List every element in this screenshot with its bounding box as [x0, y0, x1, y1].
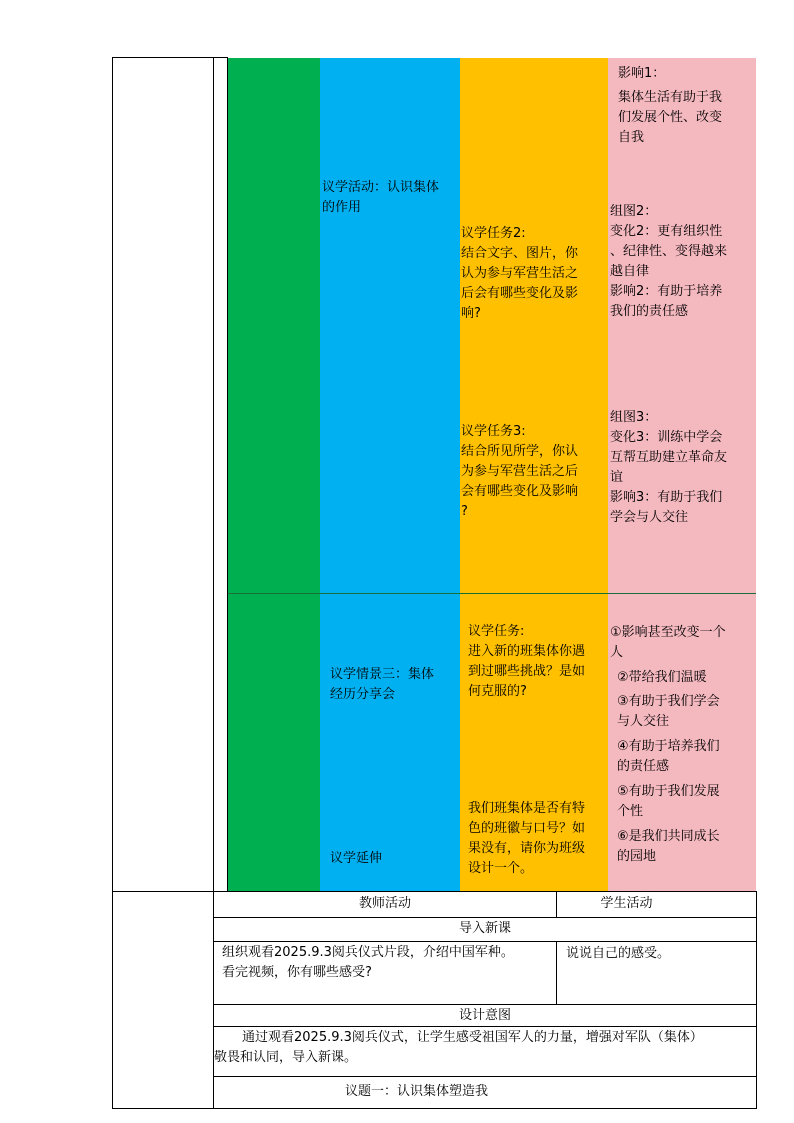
teacher-activity-header: 教师活动 — [358, 896, 411, 911]
section-divider — [228, 593, 756, 594]
green-block-lower — [228, 593, 320, 891]
pink-impact1-title: 影响1： — [618, 66, 666, 81]
design-intent-text: 通过观看2025.9.3阅兵仪式，让学生感受祖国军人的力量，增强对军队（集体） 敬畏和认同，导入新课。 — [214, 1030, 703, 1065]
design-intent-title: 设计意图 — [458, 1008, 511, 1023]
topic-one-title: 议题一：认识集体塑造我 — [345, 1084, 489, 1099]
pink-item-3: ③有助于我们学会 与人交往 — [617, 694, 720, 729]
table-topic-line — [213, 1076, 757, 1077]
intro-title: 导入新课 — [458, 921, 511, 936]
pink-item-1: ①影响甚至改变一个 人 — [610, 625, 726, 660]
table-col-divider-activity — [556, 941, 557, 1004]
frame-bottom — [112, 1108, 757, 1109]
pink-item-4: ④有助于培养我们 的责任感 — [617, 739, 720, 774]
orange-task3-text: 议学任务3: 结合所见所学，你认 为参与军营生活之后 会有哪些变化及影响 ? — [461, 424, 579, 519]
table-header-line — [213, 917, 757, 918]
pink-group3-text: 组图3： 变化3：训练中学会 互帮互助建立革命友 谊 影响3：有助于我们 学会与人交往 — [610, 410, 728, 525]
pink-item-2: ②带给我们温暖 — [617, 670, 707, 685]
frame-inner-left — [213, 57, 214, 1109]
frame-left — [112, 57, 113, 1109]
table-activity-line — [213, 1004, 757, 1005]
orange-task-text: 议学任务: 进入新的班集体你遇 到过哪些挑战？是如 何克服的? — [468, 624, 586, 699]
table-top-line — [112, 891, 757, 892]
frame-inner-left2 — [227, 57, 228, 891]
pink-group2-text: 组图2： 变化2：更有组织性 、纪律性、变得越来 越自律 影响2：有助于培养 我们的责任感 — [610, 204, 728, 319]
pink-item-5: ⑤有助于我们发展 个性 — [617, 784, 720, 819]
blue-block-upper — [320, 58, 460, 593]
blue-block-lower — [320, 593, 460, 891]
student-activity-text: 说说自己的感受。 — [566, 946, 671, 961]
orange-task2-text: 议学任务2: 结合文字、图片，你 认为参与军营生活之 后会有哪些变化及影 响? — [461, 226, 579, 321]
teacher-activity-text: 组织观看2025.9.3阅兵仪式片段，介绍中国军种。 看完视频，你有哪些感受? — [222, 945, 514, 980]
blue-scenario-text: 议学情景三：集体 经历分享会 — [330, 667, 435, 702]
pink-impact1-body: 集体生活有助于我 们发展个性、改变 自我 — [618, 90, 723, 145]
table-intro-line — [213, 941, 757, 942]
table-design-line — [213, 1026, 757, 1027]
orange-extend-text: 我们班集体是否有特 色的班徽与口号？如 果没有，请你为班级 设计一个。 — [468, 801, 586, 876]
frame-top — [112, 57, 228, 58]
pink-item-6: ⑥是我们共同成长 的园地 — [617, 829, 720, 864]
green-block-upper — [228, 58, 320, 593]
blue-activity-text: 议学活动：认识集体 的作用 — [322, 180, 440, 215]
student-activity-header: 学生活动 — [600, 896, 653, 911]
blue-extend-text: 议学延伸 — [330, 851, 383, 866]
